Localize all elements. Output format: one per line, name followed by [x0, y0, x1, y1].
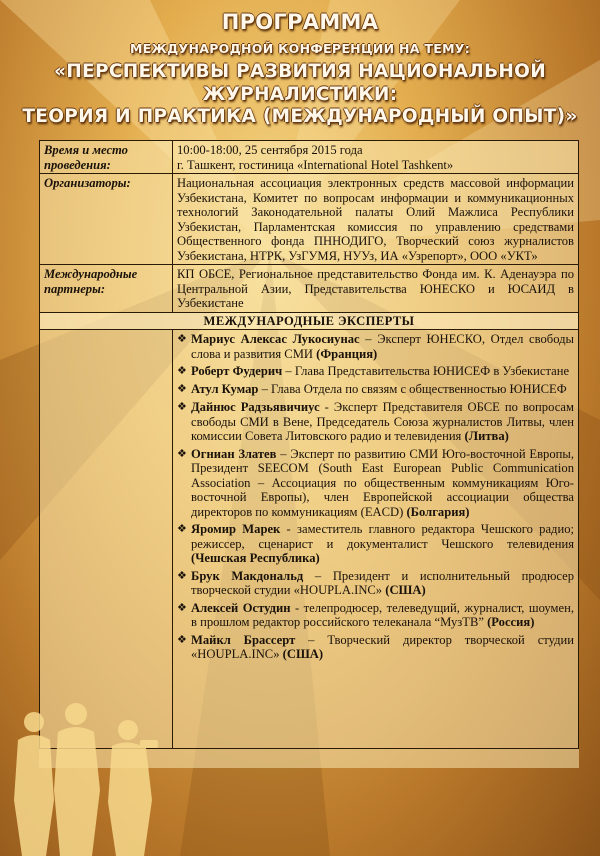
- row-experts-heading: [40, 312, 579, 330]
- expert-name: Атул Кумар: [191, 382, 259, 396]
- expert-name: Яромир Марек: [191, 522, 281, 536]
- expert-name: Брук Макдональд: [191, 568, 304, 583]
- expert-country: (Литва): [464, 429, 509, 443]
- expert-country: (Россия): [487, 615, 535, 629]
- experts-heading: МЕЖДУНАРОДНЫЕ ЭКСПЕРТЫ: [40, 312, 579, 330]
- expert-item: [177, 364, 574, 379]
- expert-role: – Творческий директор творческой студии «HOUPLA.INC»: [191, 632, 575, 661]
- program-header: [0, 10, 600, 128]
- expert-role: – Президент и исполнительный продюсер творческой студии «HOUPLA.INC»: [191, 568, 575, 597]
- organizers-label: Организаторы:: [40, 174, 173, 265]
- expert-country: (США): [282, 647, 324, 661]
- experts-list: [173, 330, 579, 749]
- row-partners: [40, 265, 579, 313]
- time-value: 10:00-18:00, 25 сентября 2015 года: [177, 143, 363, 157]
- conference-theme-line1: «ПЕРСПЕКТИВЫ РАЗВИТИЯ НАЦИОНАЛЬНОЙ ЖУРНАЛИСТИКИ:: [54, 61, 546, 105]
- expert-country: (Франция): [316, 346, 378, 361]
- expert-role: – Глава Отдела по связям с общественностью ЮНИСЕФ: [258, 382, 567, 396]
- row-organizers: [40, 174, 579, 265]
- conference-subtitle: МЕЖДУНАРОДНОЙ КОНФЕРЕНЦИИ НА ТЕМУ:: [129, 41, 471, 56]
- diamond-arrow-icon: ❖: [177, 601, 187, 614]
- expert-item: [177, 447, 574, 520]
- expert-role: - заместитель главного редактора Чешского радио; режиссер, сценарист и документалист Чешского телевидения: [191, 522, 574, 551]
- expert-role: – Глава Представительства ЮНИСЕФ в Узбекистане: [282, 364, 570, 378]
- program-table: [39, 140, 579, 749]
- diamond-arrow-icon: ❖: [177, 383, 187, 395]
- expert-item: [177, 601, 574, 630]
- row-time-place: [40, 141, 579, 174]
- expert-role: - Эксперт Представителя ОБСЕ по вопросам свободы СМИ в Вене, Председатель Союза журналистов Литвы, член комиссии Совета Литовского радио и телевидения: [191, 400, 574, 443]
- expert-name: Майкл Брассерт: [191, 632, 296, 647]
- diamond-arrow-icon: ❖: [177, 447, 187, 460]
- diamond-arrow-icon: ❖: [177, 401, 187, 413]
- expert-item: [177, 633, 574, 662]
- expert-item: [177, 522, 574, 566]
- people-silhouettes-decoration: [0, 690, 170, 856]
- place-value: г. Ташкент, гостиница «International Hotel Tashkent»: [177, 157, 454, 172]
- diamond-arrow-icon: ❖: [177, 633, 187, 646]
- expert-country: (Болгария): [406, 504, 470, 519]
- time-place-value: [173, 141, 579, 174]
- expert-name: Огниан Златев: [191, 446, 277, 461]
- organizers-value: Национальная ассоциация электронных средств массовой информации Узбекистана, Комитет по вопросам информации и коммуникационных технологий Законодательной палаты Олий Мажлиса Республики Узбекистан, Парламентская комиссия по управлению средствами Общественного фонда ПННОДИГО, Творческий союз журналистов Узбекистана, НТРК, УзГУМЯ, НУУз, ИА «Узрепорт», ООО «УКТ»: [173, 174, 579, 265]
- expert-name: Роберт Фудерич: [191, 364, 283, 378]
- diamond-arrow-icon: ❖: [177, 569, 187, 582]
- experts-left-empty: [40, 330, 173, 749]
- diamond-arrow-icon: ❖: [177, 333, 187, 345]
- conference-theme-line2: ТЕОРИЯ И ПРАКТИКА (МЕЖДУНАРОДНЫЙ ОПЫТ)»: [22, 106, 578, 127]
- expert-item: [177, 569, 574, 598]
- expert-item: [177, 400, 574, 444]
- expert-country: (США): [385, 583, 426, 597]
- row-experts: [40, 330, 579, 749]
- diamond-arrow-icon: ❖: [177, 523, 187, 535]
- program-title: ПРОГРАММА: [221, 10, 379, 34]
- expert-name: Дайнюс Радзьявичиус: [191, 400, 320, 414]
- expert-name: Мариус Алексас Лукосиунас: [191, 332, 360, 346]
- partners-label: Международные партнеры:: [40, 265, 173, 313]
- expert-item: [177, 382, 574, 397]
- expert-country: (Чешская Республика): [191, 551, 320, 565]
- partners-value: КП ОБСЕ, Региональное представительство Фонда им. К. Аденауэра по Центральной Азии, Представительства ЮНЕСКО и ЮСАИД в Узбекистане: [173, 265, 579, 313]
- diamond-arrow-icon: ❖: [177, 365, 187, 377]
- expert-role: – Эксперт ЮНЕСКО, Отдел свободы слова и развития СМИ: [191, 332, 575, 361]
- expert-role: - телепродюсер, телеведущий, журналист, шоумен, в прошлом редактор российского телеканала “МузТВ”: [191, 600, 574, 629]
- time-place-label: Время и место проведения:: [40, 141, 173, 174]
- expert-item: [177, 332, 574, 361]
- expert-role: – Эксперт по развитию СМИ Юго-восточной Европы, Президент SEECOM (South East European Public Communication Association – Ассоциация по общественным коммуникациям Юго-восточной Европы), член Европейской ассоциации общества директоров по коммуникациям (EACD): [191, 446, 574, 519]
- expert-name: Алексей Остудин: [191, 600, 291, 615]
